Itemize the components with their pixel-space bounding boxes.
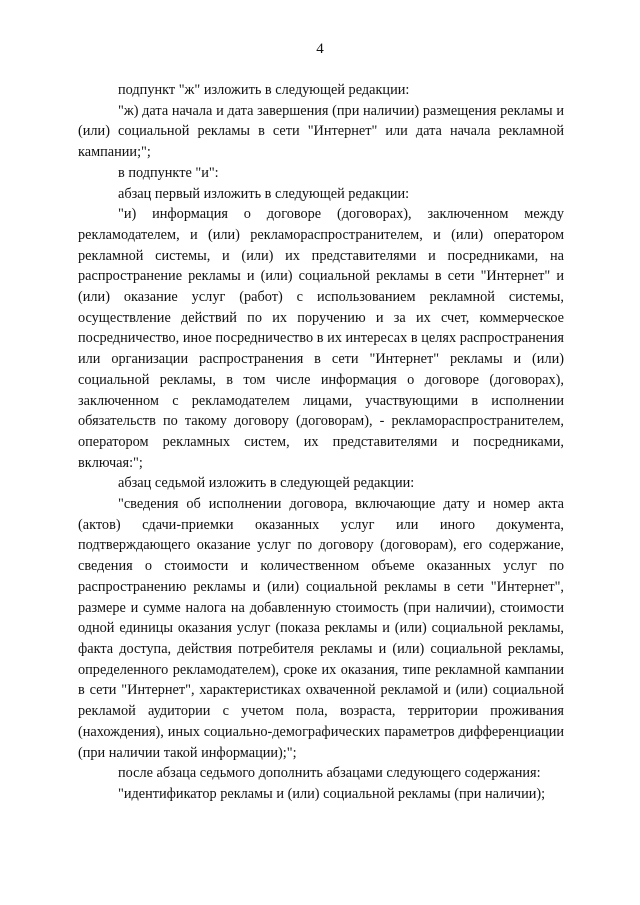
paragraph: в подпункте "и": — [118, 164, 219, 181]
page-number: 4 — [316, 41, 324, 57]
paragraph: "идентификатор рекламы и (или) социальной рекламы (при наличии); — [118, 785, 546, 802]
paragraph: после абзаца седьмого дополнить абзацами следующего содержания: — [118, 765, 541, 782]
document-body — [78, 80, 564, 805]
paragraph: абзац первый изложить в следующей редакции: — [118, 185, 410, 202]
paragraph: "и) информация о договоре (договорах), заключенном между рекламодателем, и (или) рекламораспространителем, и (или) оператором рекламной системы, и (или) их представителями и посредниками, на распространение рекламы и (или) социальной рекламы в сети "Интернет" и (или) оказание услуг (работ) с использованием рекламной системы, осуществление действий по их поручению и за их счет, коммерческое посредничество, иное посредничество в их интересах в целях распространения или организации распространения в сети "Интернет" рекламы и (или) социальной рекламы, в том числе информация о договоре (договорах), заключенном с рекламодателем лицами, участвующими в исполнении обязательств по такому договору (договорам), - рекламораспространителем, оператором рекламных систем, их представителями и посредниками, включая:"; — [78, 206, 564, 471]
paragraph: подпункт "ж" изложить в следующей редакции: — [118, 82, 410, 98]
paragraph: "сведения об исполнении договора, включающие дату и номер акта (актов) сдачи-приемки оказанных услуг или иного документа, подтверждающего оказание услуг по договору (договорам), его содержание, сведения о стоимости и количественном объеме оказанных услуг по распространению рекламы и (или) социальной рекламы в сети "Интернет", размере и сумме налога на добавленную стоимость (при наличии), стоимости одной единицы оказания услуг (показа рекламы и (или) социальной рекламы, факта доступа, действия потребителя рекламы и (или) социальной рекламы, определенного рекламодателем), сроке их оказания, типе рекламной кампании в сети "Интернет", характеристиках охваченной рекламой и (или) социальной рекламой аудитории с учетом пола, возраста, территории проживания (нахождения), иных социально-демографических параметров дифференциации (при наличии такой информации);"; — [78, 496, 564, 761]
paragraph: "ж) дата начала и дата завершения (при наличии) размещения рекламы и (или) социальной рекламы в сети "Интернет" или дата начала рекламной кампании;"; — [78, 102, 564, 161]
paragraph: абзац седьмой изложить в следующей редакции: — [118, 475, 415, 492]
